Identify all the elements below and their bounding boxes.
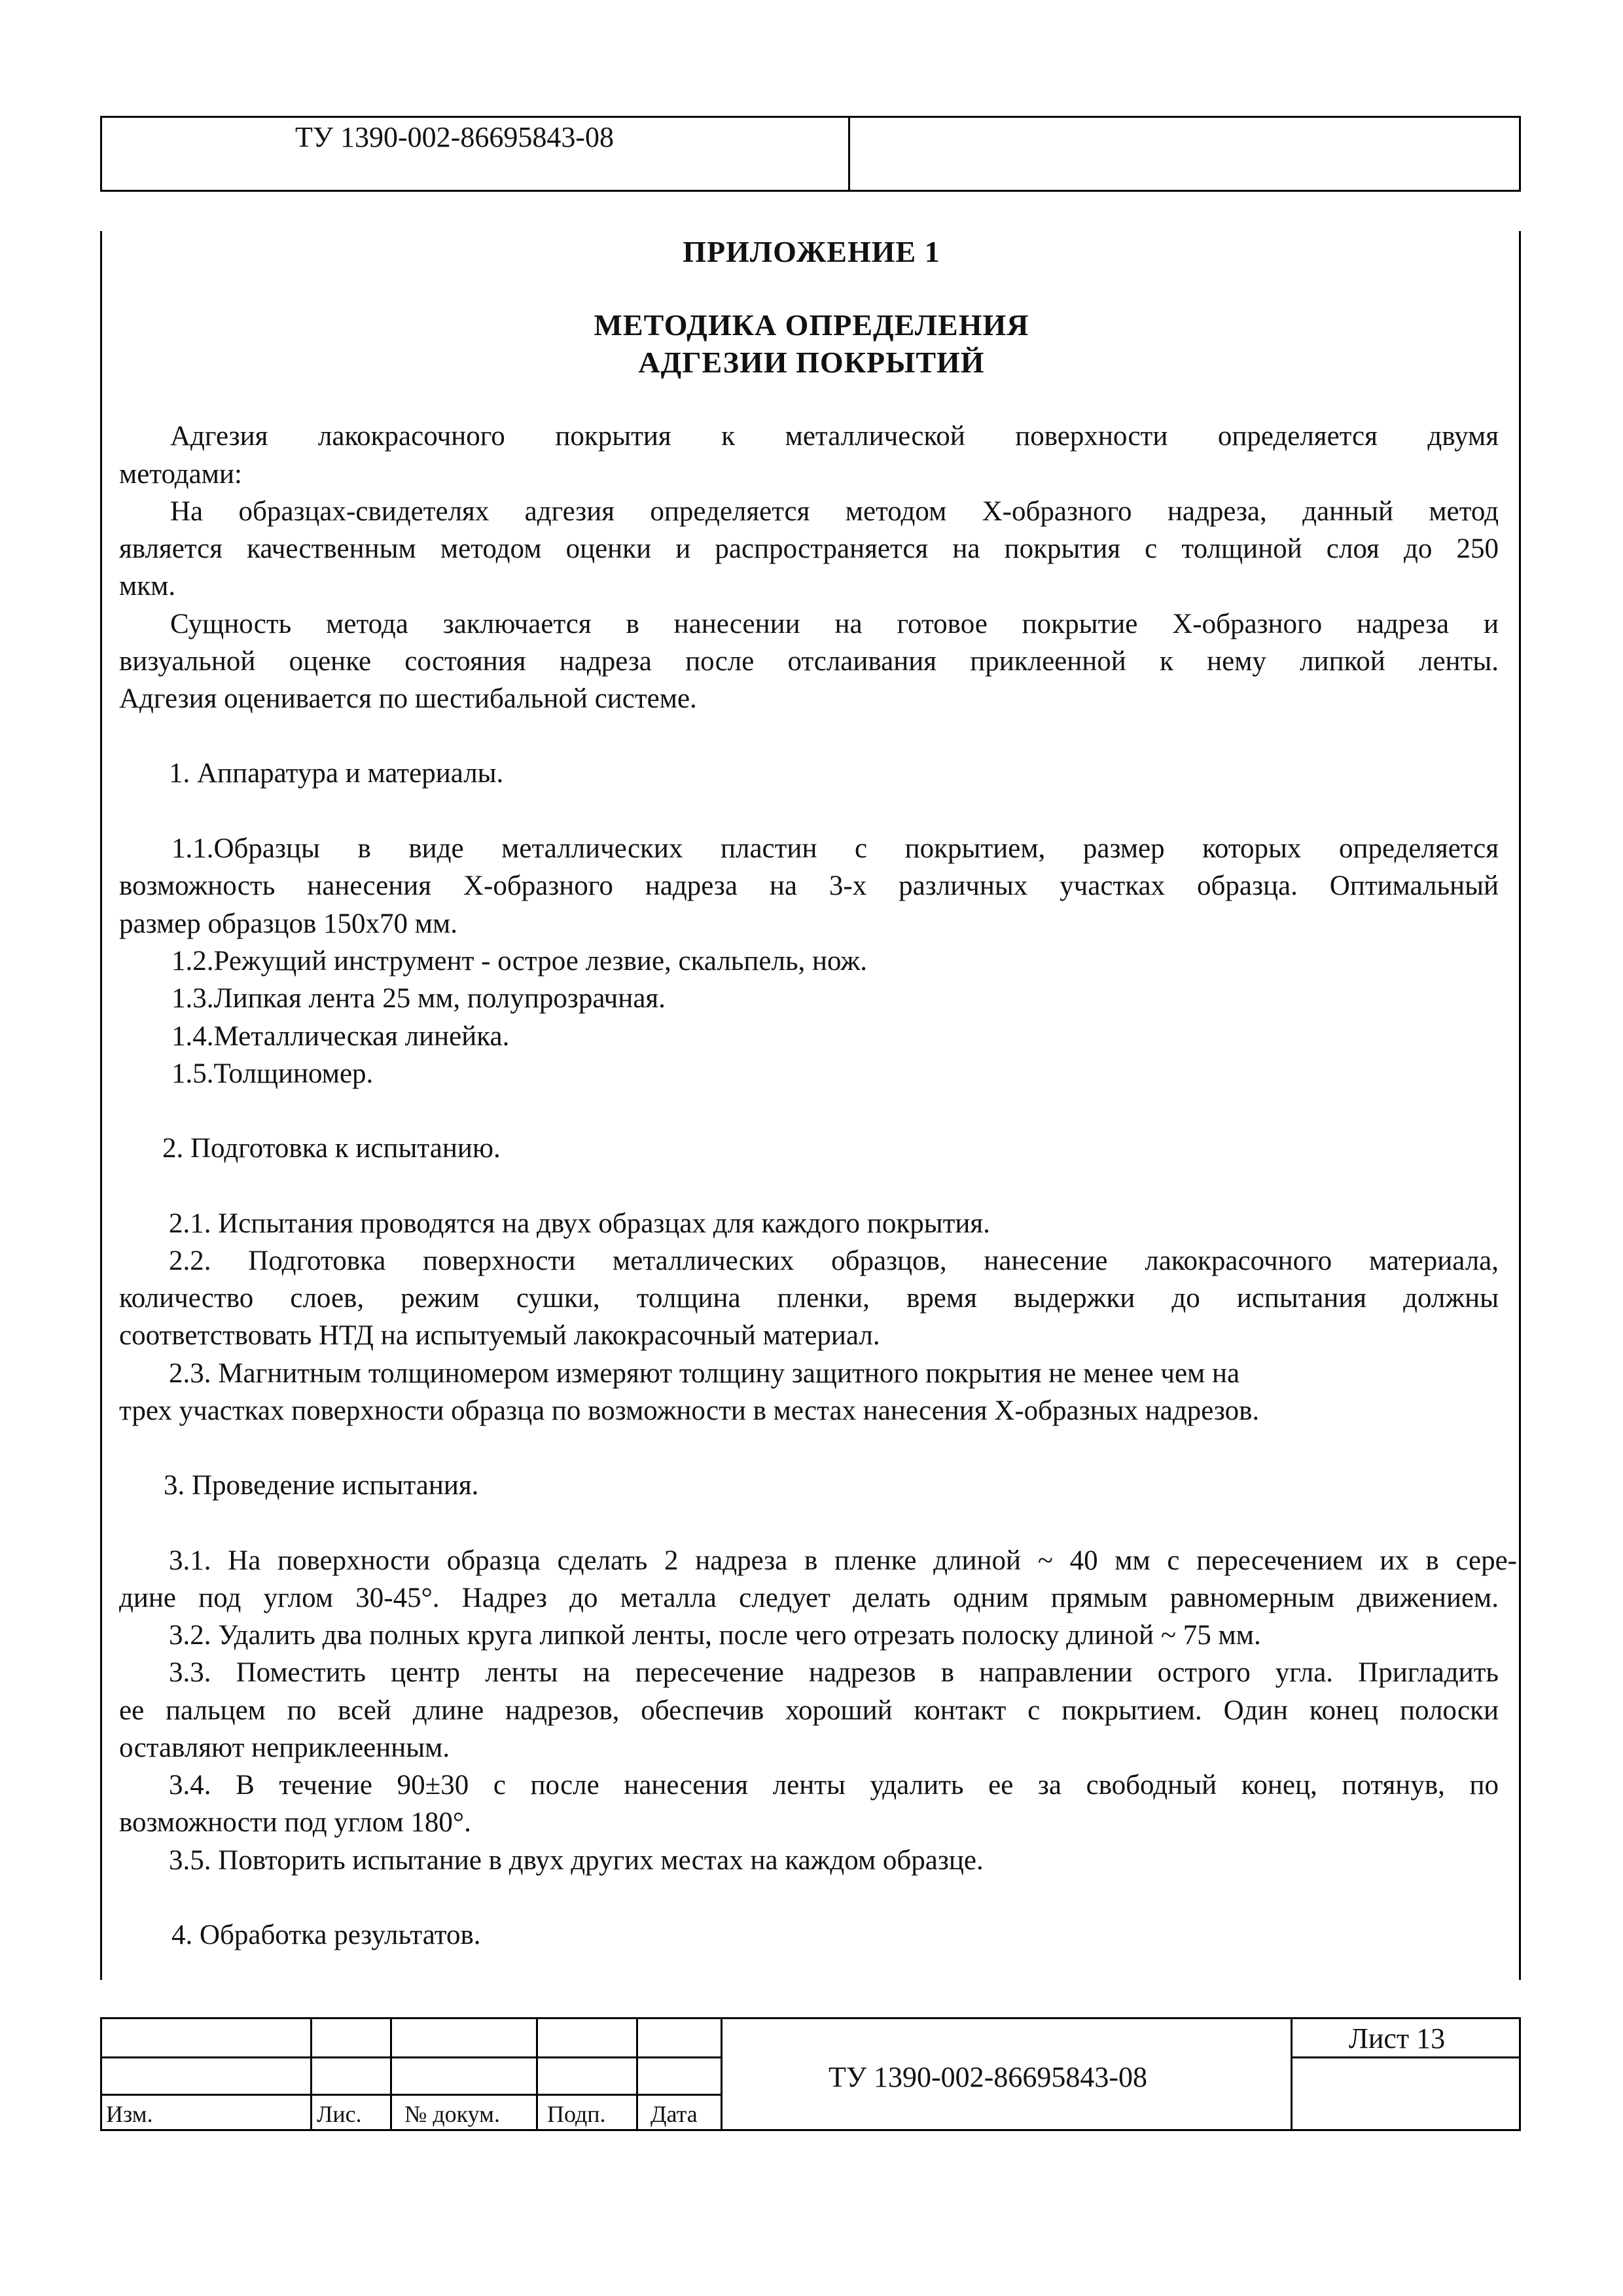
method-title-line-2: АДГЕЗИИ ПОКРЫТИЙ bbox=[638, 346, 985, 379]
sheet-number: Лист 13 bbox=[1349, 2022, 1446, 2054]
stamp-col-doc: № докум. bbox=[404, 2101, 500, 2127]
bottom-stamp bbox=[100, 2017, 1521, 2131]
stamp-col-line bbox=[636, 2019, 638, 2129]
text-line: методами: bbox=[119, 459, 242, 490]
text-line: количество слоев, режим сушки, толщина пленки, время выдержки до испытания должны bbox=[119, 1283, 1499, 1314]
top-stamp bbox=[100, 116, 1521, 192]
text-line: 3.2. Удалить два полных круга липкой ленты, после чего отрезать полоску длиной ~ 75 мм. bbox=[169, 1620, 1261, 1651]
text-line: 3.1. На поверхности образца сделать 2 надреза в пленке длиной ~ 40 мм с пересечением их в сере- bbox=[169, 1545, 1517, 1576]
top-stamp-divider bbox=[848, 118, 850, 190]
stamp-sheet-line bbox=[1291, 2056, 1521, 2058]
section-heading: 2. Подготовка к испытанию. bbox=[162, 1133, 501, 1164]
stamp-col-line bbox=[721, 2019, 722, 2129]
text-line: 1.2.Режущий инструмент - острое лезвие, скальпель, нож. bbox=[171, 946, 867, 977]
stamp-col-line bbox=[310, 2019, 312, 2129]
appendix-title: ПРИЛОЖЕНИЕ 1 bbox=[683, 235, 940, 268]
stamp-document-code: ТУ 1390-002-86695843-08 bbox=[829, 2061, 1147, 2093]
stamp-col-date: Дата bbox=[651, 2101, 698, 2127]
frame-left-line bbox=[100, 231, 102, 1980]
text-line: возможность нанесения Х-образного надреза на 3-х различных участках образца. Оптимальный bbox=[119, 870, 1499, 901]
stamp-col-izm: Изм. bbox=[106, 2101, 153, 2127]
text-line: возможности под углом 180°. bbox=[119, 1807, 471, 1838]
section-heading: 4. Обработка результатов. bbox=[171, 1920, 481, 1950]
text-line: соответствовать НТД на испытуемый лакокрасочный материал. bbox=[119, 1320, 880, 1351]
text-line: мкм. bbox=[119, 571, 176, 601]
text-line: размер образцов 150х70 мм. bbox=[119, 908, 457, 939]
text-line: 2.3. Магнитным толщиномером измеряют толщину защитного покрытия не менее чем на bbox=[169, 1358, 1240, 1389]
method-title-line-1: МЕТОДИКА ОПРЕДЕЛЕНИЯ bbox=[594, 308, 1029, 342]
text-line: 2.1. Испытания проводятся на двух образцах для каждого покрытия. bbox=[169, 1208, 990, 1239]
text-line: Адгезия лакокрасочного покрытия к металлической поверхности определяется двумя bbox=[170, 421, 1499, 452]
section-heading: 1. Аппаратура и материалы. bbox=[169, 758, 504, 789]
stamp-col-line bbox=[536, 2019, 538, 2129]
text-line: 1.3.Липкая лента 25 мм, полупрозрачная. bbox=[171, 983, 666, 1014]
text-line: 3.3. Поместить центр ленты на пересечение надрезов в направлении острого угла. Пригладить bbox=[169, 1657, 1499, 1688]
text-line: 3.5. Повторить испытание в двух других местах на каждом образце. bbox=[169, 1845, 984, 1876]
frame-right-line bbox=[1519, 231, 1521, 1980]
text-line: 3.4. В течение 90±30 с после нанесения ленты удалить ее за свободный конец, потянув, по bbox=[169, 1770, 1499, 1801]
stamp-row-line bbox=[102, 2094, 721, 2096]
section-heading: 3. Проведение испытания. bbox=[164, 1470, 479, 1501]
text-line: На образцах-свидетелях адгезия определяется методом Х-образного надреза, данный метод bbox=[170, 496, 1499, 527]
text-line: дине под углом 30-45°. Надрез до металла следует делать одним прямым равномерным движением. bbox=[119, 1583, 1499, 1613]
stamp-col-sign: Подп. bbox=[547, 2101, 606, 2127]
text-line: 1.4.Металлическая линейка. bbox=[171, 1021, 510, 1052]
text-line: Сущность метода заключается в нанесении на готовое покрытие Х-образного надреза и bbox=[170, 609, 1499, 639]
text-line: 2.2. Подготовка поверхности металлических образцов, нанесение лакокрасочного материала, bbox=[169, 1246, 1499, 1276]
text-line: трех участках поверхности образца по возможности в местах нанесения Х-образных надрезов. bbox=[119, 1395, 1260, 1426]
text-line: ее пальцем по всей длине надрезов, обеспечив хороший контакт с покрытием. Один конец полоски bbox=[119, 1695, 1499, 1726]
text-line: 1.1.Образцы в виде металлических пластин с покрытием, размер которых определяется bbox=[171, 833, 1499, 864]
stamp-col-line bbox=[1291, 2019, 1293, 2129]
text-line: Адгезия оценивается по шестибальной системе. bbox=[119, 683, 697, 714]
text-line: оставляют неприклеенным. bbox=[119, 1732, 450, 1763]
stamp-row-line bbox=[102, 2056, 721, 2058]
document-code: ТУ 1390-002-86695843-08 bbox=[295, 121, 614, 153]
text-line: визуальной оценке состояния надреза после отслаивания приклеенной к нему липкой ленты. bbox=[119, 646, 1499, 677]
text-line: является качественным методом оценки и распространяется на покрытия с толщиной слоя до 250 bbox=[119, 533, 1499, 564]
text-line: 1.5.Толщиномер. bbox=[171, 1058, 374, 1089]
stamp-col-line bbox=[390, 2019, 392, 2129]
stamp-col-list: Лис. bbox=[317, 2101, 362, 2127]
